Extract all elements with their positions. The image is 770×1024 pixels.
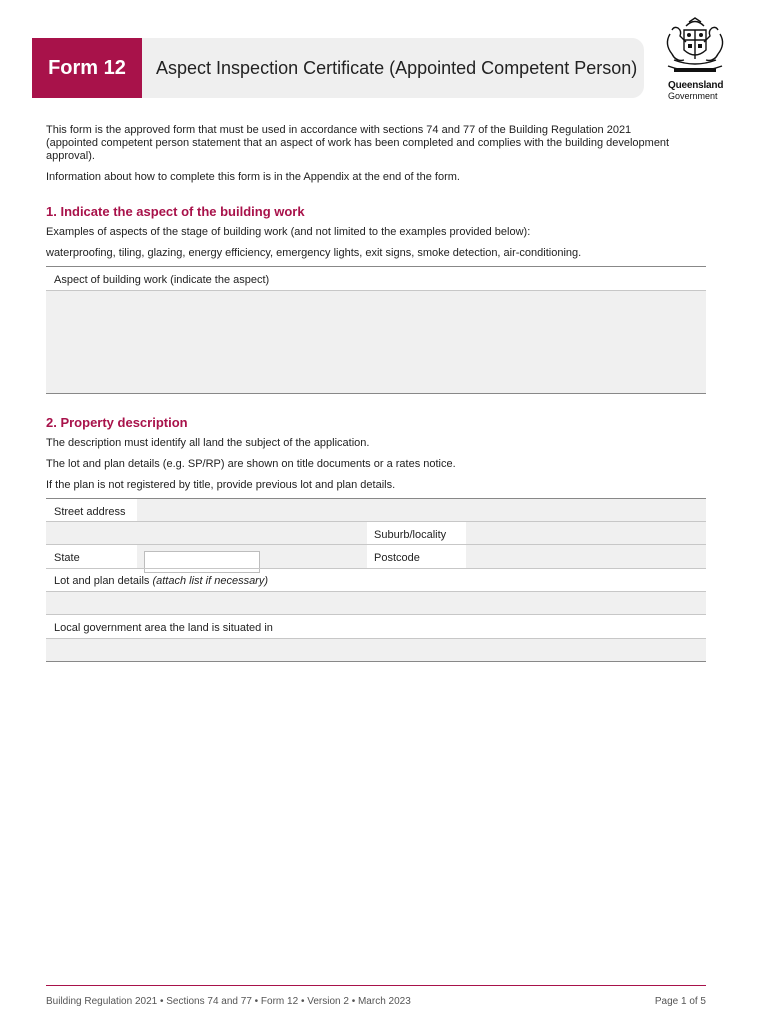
property-table-bottom-rule bbox=[46, 661, 706, 662]
street-address-label: Street address bbox=[54, 506, 126, 518]
lot-plan-label bbox=[54, 575, 268, 587]
street-address-input[interactable] bbox=[137, 499, 706, 521]
state-label: State bbox=[54, 552, 80, 564]
state-select[interactable] bbox=[144, 551, 260, 573]
lot-rule bbox=[46, 614, 706, 615]
intro-appendix-note: Information about how to complete this form is in the Appendix at the end of the form. bbox=[46, 171, 460, 183]
section-2-line-3: If the plan is not registered by title, provide previous lot and plan details. bbox=[46, 479, 396, 491]
section-1-bottom-rule bbox=[46, 393, 706, 394]
form-number-badge: Form 12 bbox=[32, 38, 142, 98]
aspect-field-label: Aspect of building work (indicate the aspect) bbox=[54, 274, 270, 286]
logo-text-government: Government bbox=[668, 91, 718, 100]
lga-label: Local government area the land is situated in bbox=[54, 622, 273, 634]
footer-citation: Building Regulation 2021 • Sections 74 and 77 • Form 12 • Version 2 • March 2023 bbox=[46, 996, 411, 1007]
suburb-input[interactable] bbox=[466, 522, 706, 544]
intro-line-3: approval). bbox=[46, 150, 95, 162]
lga-input[interactable] bbox=[46, 639, 706, 661]
section-2-line-2: The lot and plan details (e.g. SP/RP) are shown on title documents or a rates notice. bbox=[46, 458, 456, 470]
street-address-line-2-input[interactable] bbox=[46, 522, 367, 544]
footer-rule bbox=[46, 985, 706, 986]
section-2-line-1: The description must identify all land the subject of the application. bbox=[46, 437, 370, 449]
page-number: Page 1 of 5 bbox=[654, 996, 706, 1007]
section-2-heading: 2. Property description bbox=[46, 415, 188, 430]
section-1-examples-list: waterproofing, tiling, glazing, energy efficiency, emergency lights, exit signs, smoke detection, air-conditioning. bbox=[46, 247, 582, 259]
queensland-government-logo bbox=[660, 16, 732, 100]
suburb-label: Suburb/locality bbox=[374, 529, 447, 541]
lot-plan-hint: (attach list if necessary) bbox=[152, 575, 269, 587]
lot-plan-label-text: Lot and plan details bbox=[54, 575, 153, 587]
section-1-rule bbox=[46, 266, 706, 267]
intro-line-1: This form is the approved form that must be used in accordance with sections 74 and 77 of the Building Regulation 2021 bbox=[46, 124, 632, 136]
section-1-examples-intro: Examples of aspects of the stage of building work (and not limited to the examples provided below): bbox=[46, 226, 531, 238]
section-1-heading: 1. Indicate the aspect of the building work bbox=[46, 204, 305, 219]
lot-plan-input[interactable] bbox=[46, 592, 706, 614]
postcode-input[interactable] bbox=[466, 545, 706, 568]
aspect-input[interactable] bbox=[46, 291, 706, 393]
state-rule bbox=[46, 568, 706, 569]
form-title: Aspect Inspection Certificate (Appointed Competent Person) bbox=[156, 58, 638, 78]
intro-line-2: (appointed competent person statement that an aspect of work has been completed and complies with the building development bbox=[46, 137, 670, 149]
logo-text-queensland: Queensland bbox=[668, 80, 724, 91]
postcode-label: Postcode bbox=[374, 552, 420, 564]
coat-of-arms-icon bbox=[660, 16, 730, 80]
